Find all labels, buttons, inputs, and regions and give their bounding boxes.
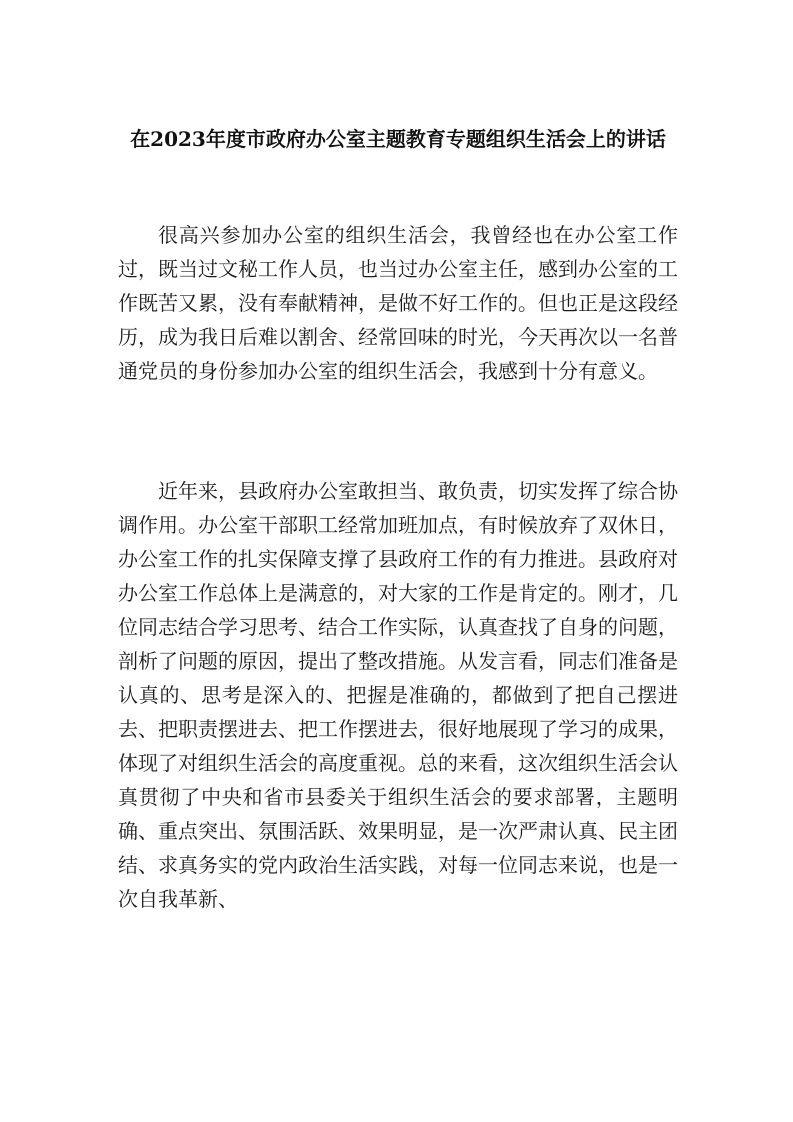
body-paragraph-1: 很高兴参加办公室的组织生活会，我曾经也在办公室工作过，既当过文秘工作人员，也当过办公室主任，感到办公室的工作既苦又累，没有奉献精神，是做不好工作的。但也正是这段经历，成为我日后难以割舍、经常回味的时光，今天再次以一名普通党员的身份参加办公室的组织生活会，我感到十分有意义。 [118,223,678,383]
body-paragraph-2: 近年来，县政府办公室敢担当、敢负责，切实发挥了综合协调作用。办公室干部职工经常加班加点，有时候放弃了双休日，办公室工作的扎实保障支撑了县政府工作的有力推进。县政府对办公室工作总体上是满意的，对大家的工作是肯定的。刚才，几位同志结合学习思考、结合工作实际，认真查找了自身的问题，剖析了问题的原因，提出了整改措施。从发言看，同志们准备是认真的、思考是深入的、把握是准确的，都做到了把自己摆进去、把职责摆进去、把工作摆进去，很好地展现了学习的成果，体现了对组织生活会的高度重视。总的来看，这次组织生活会认真贯彻了中央和省市县委关于组织生活会的要求部署，主题明确、重点突出、氛围活跃、效果明显，是一次严肃认真、民主团结、求真务实的党内政治生活实践，对每一位同志来说，也是一次自我革新、 [118,479,678,911]
document-title: 在2023年度市政府办公室主题教育专题组织生活会上的讲话 [130,127,666,151]
